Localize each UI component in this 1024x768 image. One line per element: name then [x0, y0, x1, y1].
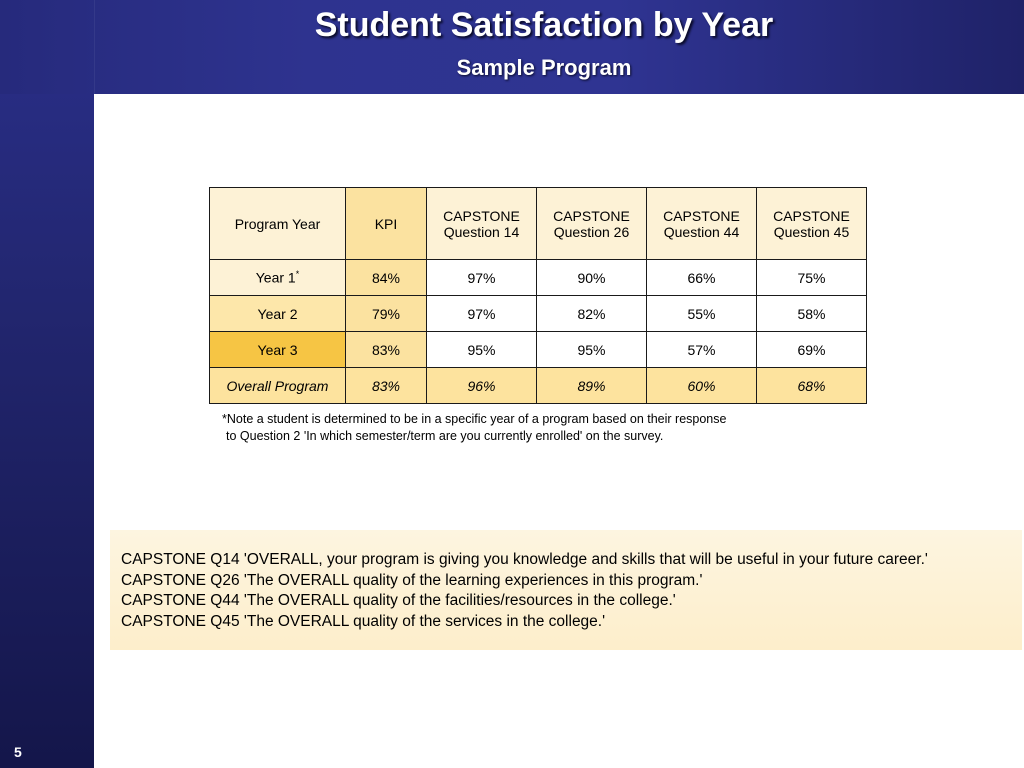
overall-q14: 96% [427, 368, 537, 404]
year-2-q26: 82% [537, 296, 647, 332]
table-row-year-1 [210, 260, 867, 296]
legend-line-q26: CAPSTONE Q26 'The OVERALL quality of the learning experiences in this program.' [121, 571, 703, 589]
table-header-row [210, 188, 867, 260]
header-q26-line2: Question 26 [553, 223, 630, 240]
header-q14 [427, 188, 537, 260]
question-legend-lines [121, 550, 928, 632]
header-q44 [647, 188, 757, 260]
year-2-kpi: 79% [346, 296, 427, 332]
slide-title: Student Satisfaction by Year [314, 6, 774, 44]
header-q44-line2: Question 44 [663, 223, 740, 240]
header-program-year: Program Year [210, 188, 346, 260]
overall-q44: 60% [647, 368, 757, 404]
year-1-label [210, 260, 346, 296]
footnote-line-2: to Question 2 'In which semester/term are you currently enrolled' on the survey. [226, 429, 664, 443]
satisfaction-table [209, 187, 867, 404]
table-row-year-3 [210, 332, 867, 368]
header-q45-line2: Question 45 [773, 223, 850, 240]
header-q26 [537, 188, 647, 260]
year-3-label: Year 3 [210, 332, 346, 368]
header-q26-line1: CAPSTONE [553, 207, 630, 224]
table-row-overall [210, 368, 867, 404]
footnote-line-1: *Note a student is determined to be in a specific year of a program based on their response [222, 412, 727, 426]
legend-line-q14: CAPSTONE Q14 'OVERALL, your program is giving you knowledge and skills that will be useful in your future career.' [121, 551, 928, 568]
year-3-kpi: 83% [346, 332, 427, 368]
year-1-q26: 90% [537, 260, 647, 296]
year-3-q26: 95% [537, 332, 647, 368]
footnote [222, 411, 726, 445]
legend-line-q44: CAPSTONE Q44 'The OVERALL quality of the facilities/resources in the college.' [121, 592, 676, 609]
header-kpi: KPI [346, 188, 427, 260]
overall-kpi: 83% [346, 368, 427, 404]
overall-label: Overall Program [210, 368, 346, 404]
year-2-label: Year 2 [210, 296, 346, 332]
left-sidebar-band [0, 0, 94, 768]
overall-q26: 89% [537, 368, 647, 404]
slide-subtitle: Sample Program [456, 55, 632, 80]
legend-line-q45: CAPSTONE Q45 'The OVERALL quality of the services in the college.' [121, 612, 606, 630]
year-3-q45: 69% [757, 332, 867, 368]
year-1-footnote-marker: * [295, 269, 300, 280]
question-legend-box [110, 530, 1022, 650]
year-2-q44: 55% [647, 296, 757, 332]
year-1-q44: 66% [647, 260, 757, 296]
header-q45 [757, 188, 867, 260]
overall-q45: 68% [757, 368, 867, 404]
header-q45-line1: CAPSTONE [773, 207, 850, 224]
year-2-q45: 58% [757, 296, 867, 332]
year-1-text: Year 1 [255, 269, 296, 286]
year-3-q44: 57% [647, 332, 757, 368]
year-1-q45: 75% [757, 260, 867, 296]
page-number: 5 [14, 744, 22, 760]
header-q14-line2: Question 14 [443, 223, 520, 240]
table-row-year-2 [210, 296, 867, 332]
year-3-q14: 95% [427, 332, 537, 368]
year-1-kpi: 84% [346, 260, 427, 296]
header-q14-line1: CAPSTONE [443, 207, 520, 224]
header-q44-line1: CAPSTONE [663, 207, 740, 224]
year-2-q14: 97% [427, 296, 537, 332]
year-1-q14: 97% [427, 260, 537, 296]
